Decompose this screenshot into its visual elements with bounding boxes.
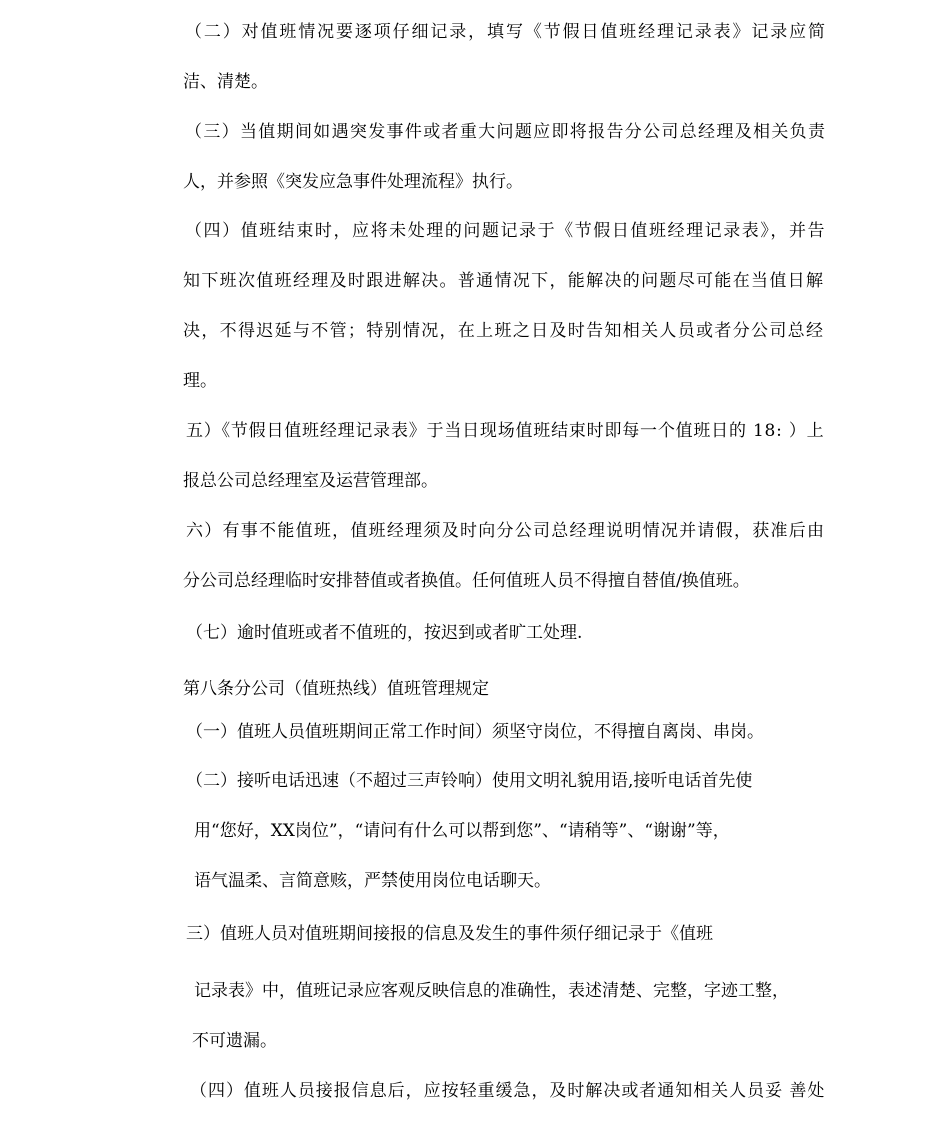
text-line: 六）有事不能值班，值班经理须及时向分公司总经理说明情况并请假，获准后由 bbox=[186, 521, 826, 541]
text-line: 三）值班人员对值班期间接报的信息及发生的事件须仔细记录于《值班 bbox=[186, 924, 713, 944]
text-line: （二）对值班情况要逐项仔细记录，填写《节假日值班经理记录表》记录应简 bbox=[185, 22, 827, 42]
text-line: 决，不得迟延与不管；特别情况，在上班之日及时告知相关人员或者分公司总经 bbox=[183, 321, 825, 341]
text-line: 语气温柔、言简意赅，严禁使用岗位电话聊天。 bbox=[194, 871, 551, 891]
text-line: 用“您好，XX岗位”，“请问有什么可以帮到您”、“请稍等”、“谢谢”等， bbox=[194, 821, 730, 841]
text-line: 报总公司总经理室及运营管理部。 bbox=[183, 471, 438, 491]
section-heading: 第八条分公司（值班热线）值班管理规定 bbox=[183, 679, 489, 699]
text-line: 分公司总经理临时安排替值或者换值。任何值班人员不得擅自替值/换值班。 bbox=[183, 571, 750, 591]
text-line: 五）《节假日值班经理记录表》于当日现场值班结束时即每一个值班日的 18: ）上 bbox=[186, 421, 825, 441]
text-line: 知下班次值班经理及时跟进解决。普通情况下，能解决的问题尽可能在当值日解 bbox=[183, 271, 825, 291]
text-line: 洁、清楚。 bbox=[183, 72, 268, 92]
text-line: （七）逾时值班或者不值班的，按迟到或者旷工处理. bbox=[186, 623, 583, 643]
text-line: 理。 bbox=[183, 371, 217, 391]
text-line: 记录表》中，值班记录应客观反映信息的准确性，表述清楚、完整，字迹工整， bbox=[194, 981, 789, 1001]
text-line: 人，并参照《突发应急事件处理流程》执行。 bbox=[183, 172, 523, 192]
text-line: （三）当值期间如遇突发事件或者重大问题应即将报告分公司总经理及相关负责 bbox=[185, 122, 827, 142]
text-line: （一）值班人员值班期间正常工作时间）须坚守岗位，不得擅自离岗、串岗。 bbox=[186, 722, 764, 742]
text-line: （二）接听电话迅速（不超过三声铃响）使用文明礼貌用语,接听电话首先使 bbox=[186, 771, 753, 791]
text-line: （四）值班结束时，应将未处理的问题记录于《节假日值班经理记录表》，并告 bbox=[185, 221, 827, 241]
text-line: （四）值班人员接报信息后，应按轻重缓急，及时解决或者通知相关人员妥 善处 bbox=[190, 1081, 826, 1101]
text-line: 不可遗漏。 bbox=[192, 1031, 277, 1051]
